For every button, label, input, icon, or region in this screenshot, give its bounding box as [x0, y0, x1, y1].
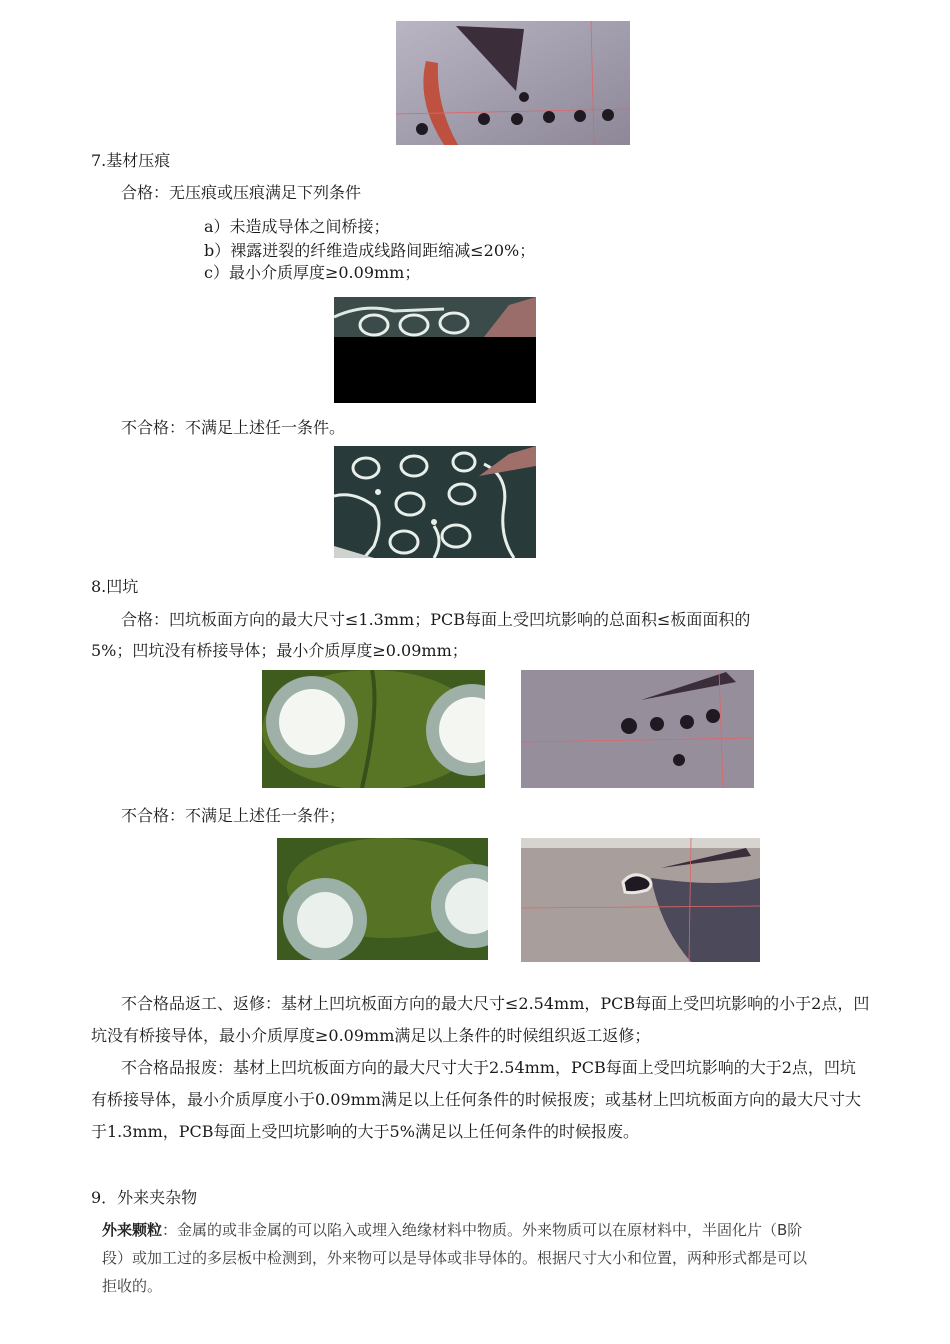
- section-7-heading: 7.基材压痕: [91, 151, 171, 170]
- definition-term: 外来颗粒: [102, 1221, 163, 1239]
- condition-a: a）未造成导体之间桥接；: [204, 217, 390, 236]
- condition-c: c）最小介质厚度≥0.09mm；: [204, 263, 421, 282]
- foreign-particle-definition: [102, 1216, 817, 1300]
- section-8-reject: 不合格：不满足上述任一条件；: [121, 806, 346, 825]
- measling-accept-photo: [334, 297, 536, 403]
- section-8-heading: 8.凹坑: [91, 577, 139, 596]
- top-photo: [396, 21, 630, 145]
- section-8-accept-line1: 合格：凹坑板面方向的最大尺寸≤1.3mm；PCB每面上受凹坑影响的总面积≤板面面积的: [121, 610, 751, 629]
- pit-accept-photo-1: [262, 670, 485, 788]
- pit-reject-photo-1: [277, 838, 488, 960]
- section-8-accept-line2: 5%；凹坑没有桥接导体；最小介质厚度≥0.09mm；: [91, 641, 468, 660]
- section-8-rework: 不合格品返工、返修：基材上凹坑板面方向的最大尺寸≤2.54mm，PCB每面上受凹坑影响的小于2点，凹坑没有桥接导体，最小介质厚度≥0.09mm满足以上条件的时候组织返工返修；: [91, 994, 870, 1045]
- section-8-scrap: 不合格品报废：基材上凹坑板面方向的最大尺寸大于2.54mm，PCB每面上受凹坑影响的大于2点，凹坑有桥接导体，最小介质厚度小于0.09mm满足以上任何条件的时候报废；或基材上凹坑板面方向的最大尺寸大于1.3mm，PCB每面上受凹坑影响的大于5%满足以上任何条件的时候报废。: [91, 1058, 861, 1141]
- measling-reject-photo: [334, 446, 536, 558]
- section-9-heading: 9．外来夹杂物: [91, 1188, 198, 1207]
- definition-text: ：金属的或非金属的可以陷入或埋入绝缘材料中物质。外来物质可以在原材料中，半固化片（B阶段）或加工过的多层板中检测到，外来物可以是导体或非导体的。根据尺寸大小和位置，两种形式都是可以拒收的。: [102, 1221, 808, 1295]
- pit-reject-photo-2: [521, 838, 760, 962]
- section-7-accept: 合格：无压痕或压痕满足下列条件: [121, 183, 362, 202]
- section-7-reject: 不合格：不满足上述任一条件。: [121, 418, 346, 437]
- condition-b: b）裸露迸裂的纤维造成线路间距缩减≤20%；: [204, 241, 536, 260]
- pit-accept-photo-2: [521, 670, 754, 788]
